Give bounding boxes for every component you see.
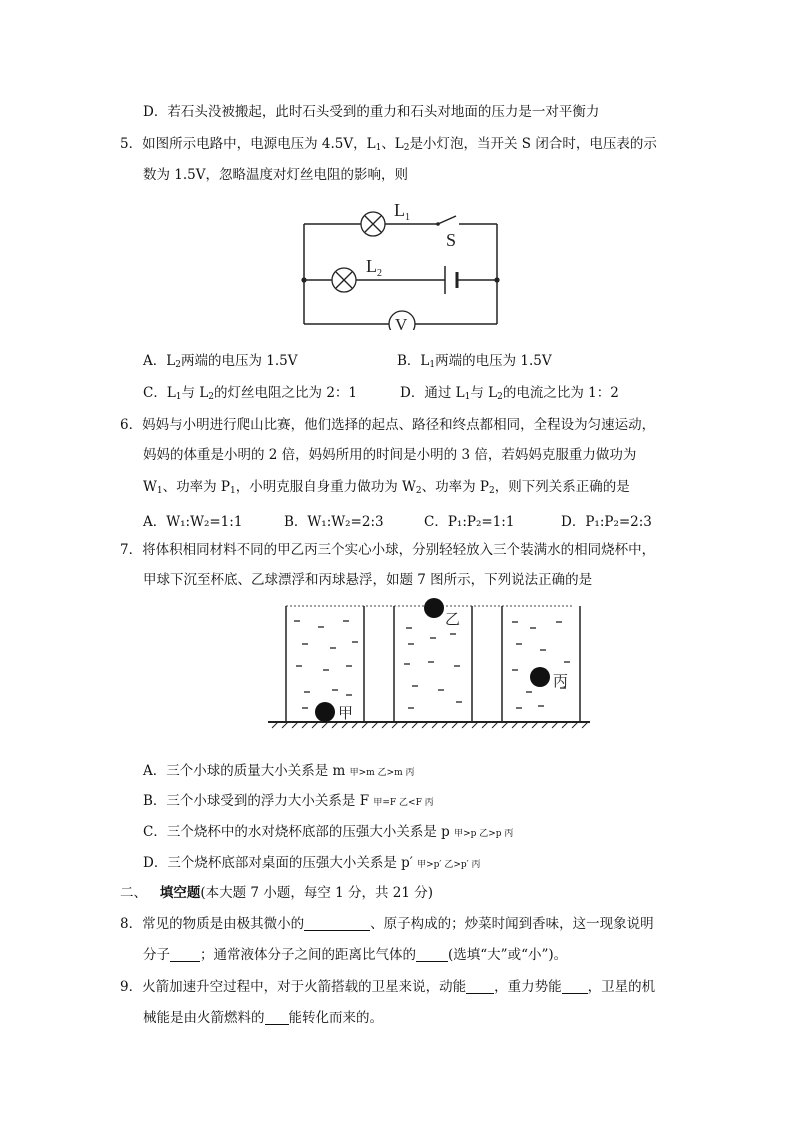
q5-stem-text-a: 5．如图所示电路中，电源电压为 4.5V，L <box>120 136 376 152</box>
q5-stem-line2: 数为 1.5V，忽略温度对灯丝电阻的影响，则 <box>143 167 409 183</box>
q7-option-b-text: B．三个小球受到的浮力大小关系是 F <box>143 793 370 809</box>
q5-option-c <box>143 384 357 406</box>
q6-stem3-e: ，则下列关系正确的是 <box>494 479 630 495</box>
q6-stem3-d: 、功率为 P <box>421 479 490 495</box>
q6-stem-line1: 6．妈妈与小明进行爬山比赛，他们选择的起点、路径和终点都相同，全程设为匀速运动， <box>120 417 656 433</box>
q5-option-d-rest: 的电流之比为 1：2 <box>502 385 619 401</box>
voltmeter-label: V <box>395 315 408 330</box>
q6-stem-line3: $W_1$、功率为 $P_1$，小明克服自身重力做功为 $W_2$、功率为 $P_2$，则下列关系正确的是 <box>143 479 630 496</box>
q8-line1-b: 、原子构成的；炒菜时闻到香味，这一现象说明 <box>370 916 654 932</box>
lamp-l2-icon <box>332 268 356 292</box>
q7-stem-line2: 甲球下沉至杯底、乙球漂浮和丙球悬浮，如题 7 图所示，下列说法正确的是 <box>143 572 593 588</box>
q5-option-b-sub: 1 <box>429 360 436 370</box>
q9-line2-b: 能转化而来的。 <box>288 1010 383 1026</box>
q9-line1-c: ，卫星的机 <box>587 979 656 995</box>
q6-stem3-b: 、功率为 P <box>162 479 230 495</box>
q7-option-c-text: C．三个烧杯中的水对烧杯底部的压强大小关系是 p <box>143 824 450 840</box>
q5-stem-text-b: 、L <box>381 136 404 152</box>
q9-line1-a: 9．火箭加速升空过程中，对于火箭搭载的卫星来说，动能 <box>120 979 467 995</box>
q5-option-c-rest: 的灯丝电阻之比为 2：1 <box>214 385 358 401</box>
q8-line2 <box>143 946 567 964</box>
q5-circuit-diagram <box>298 200 508 330</box>
q9-line1-b: ，重力势能 <box>494 979 562 995</box>
label-s: S <box>446 230 457 250</box>
q5-option-a-sub: 2 <box>175 360 181 370</box>
q6-option-b: B．W₁:W₂=2:3 <box>284 514 384 530</box>
q5-option-c-sub1: 1 <box>175 392 182 402</box>
q5-option-b-rest: 两端的电压为 1.5V <box>435 353 552 369</box>
q8-blank-2[interactable] <box>170 947 200 962</box>
q6-stem3-c: ，小明克服自身重力做功为 W <box>235 479 416 495</box>
q5-option-a <box>143 352 297 374</box>
q9-line2 <box>143 1009 383 1027</box>
q7-option-b-rel: 甲=F 乙<F 丙 <box>373 798 434 808</box>
q5-stem-text-c: 是小灯泡，当开关 S 闭合时，电压表的示 <box>409 136 657 152</box>
q8-line2-a: 分子 <box>143 947 170 963</box>
q7-option-d-text: D．三个烧杯底部对桌面的压强大小关系是 p′ <box>143 855 413 871</box>
q7-option-a-rel: 甲>m 乙>m 丙 <box>349 768 415 778</box>
q5-stem-line1: 5．如图所示电路中，电源电压为 4.5V，$L_1$、$L_2$是小灯泡，当开关 S 闭合时，电压表的示 <box>120 136 657 153</box>
q7-option-d-rel: 甲>p′ 乙>p′ 丙 <box>417 860 481 870</box>
q8-blank-1[interactable] <box>304 916 370 931</box>
q9-blank-3[interactable] <box>265 1010 289 1025</box>
q8-line1-a: 8．常见的物质是由极其微小的 <box>120 916 305 932</box>
label-jia: 甲 <box>338 704 354 722</box>
q7-option-c-rel: 甲>p 乙>p 丙 <box>454 829 514 839</box>
label-l2: $L_2$ <box>366 256 382 279</box>
q5-option-b-text: B．L <box>397 353 430 369</box>
q7-stem-line1: 7．将体积相同材料不同的甲乙丙三个实心小球，分别轻轻放入三个装满水的相同烧杯中， <box>120 542 656 558</box>
ball-yi-icon <box>424 598 444 618</box>
q5-option-c-text: C．L <box>143 385 176 401</box>
q5-option-d-mid: 与 L <box>470 385 498 401</box>
q5-option-d-sub2: 2 <box>497 392 503 402</box>
switch-contact-icon <box>436 222 440 226</box>
q5-option-a-rest: 两端的电压为 1.5V <box>180 353 298 369</box>
ball-jia-icon <box>315 702 335 722</box>
junction-left-dot <box>301 277 306 282</box>
q6-option-a: A．W₁:W₂=1:1 <box>143 514 243 530</box>
q8-line2-c: (选填“大”或“小”)。 <box>448 947 568 963</box>
q6-option-c: C．P₁:P₂=1:1 <box>424 514 515 530</box>
q9-blank-1[interactable] <box>466 979 494 994</box>
q7-option-a-text: A．三个小球的质量大小关系是 m <box>143 763 346 779</box>
q8-blank-3[interactable] <box>416 947 448 962</box>
battery-icon <box>445 266 457 294</box>
q5-option-c-sub2: 2 <box>208 392 215 402</box>
q7-option-b <box>143 792 434 812</box>
q8-line2-b: ；通常液体分子之间的距离比气体的 <box>200 947 416 963</box>
q6-stem3-a: W <box>143 479 157 495</box>
q4-option-d: D．若石头没被搬起，此时石头受到的重力和石头对地面的压力是一对平衡力 <box>143 104 600 120</box>
junction-right-dot <box>494 277 499 282</box>
q5-option-a-text: A．L <box>143 353 176 369</box>
q5-option-b <box>397 352 552 374</box>
q5-option-d-text: D．通过 L <box>400 385 465 401</box>
q7-option-c <box>143 823 513 843</box>
beaker-bing <box>502 606 580 722</box>
section2-note: (本大题 7 小题，每空 1 分，共 21 分) <box>200 885 434 901</box>
label-yi: 乙 <box>445 610 461 628</box>
q8-line1 <box>120 915 654 933</box>
lamp-l1-icon <box>361 212 385 236</box>
q9-line1 <box>120 978 655 996</box>
q7-option-a <box>143 762 415 782</box>
q5-option-c-mid: 与 L <box>181 385 209 401</box>
section2-title: 填空题 <box>159 885 201 901</box>
section2-number: 二、 <box>120 885 147 901</box>
q6-stem-line2: 妈妈的体重是小明的 2 倍，妈妈所用的时间是小明的 3 倍，若妈妈克服重力做功为 <box>143 447 637 463</box>
q7-option-d <box>143 854 481 874</box>
q5-option-d <box>400 384 619 406</box>
label-bing: 丙 <box>553 672 569 690</box>
q6-option-d: D．P₁:P₂=2:3 <box>561 514 652 530</box>
q9-line2-a: 械能是由火箭燃料的 <box>143 1010 265 1026</box>
q5-option-d-sub1: 1 <box>464 392 471 402</box>
ball-bing-icon <box>530 667 550 687</box>
label-l1: $L_1$ <box>394 200 410 223</box>
section2-header <box>120 884 433 902</box>
q9-blank-2[interactable] <box>562 979 588 994</box>
q7-beakers-diagram <box>268 594 598 734</box>
